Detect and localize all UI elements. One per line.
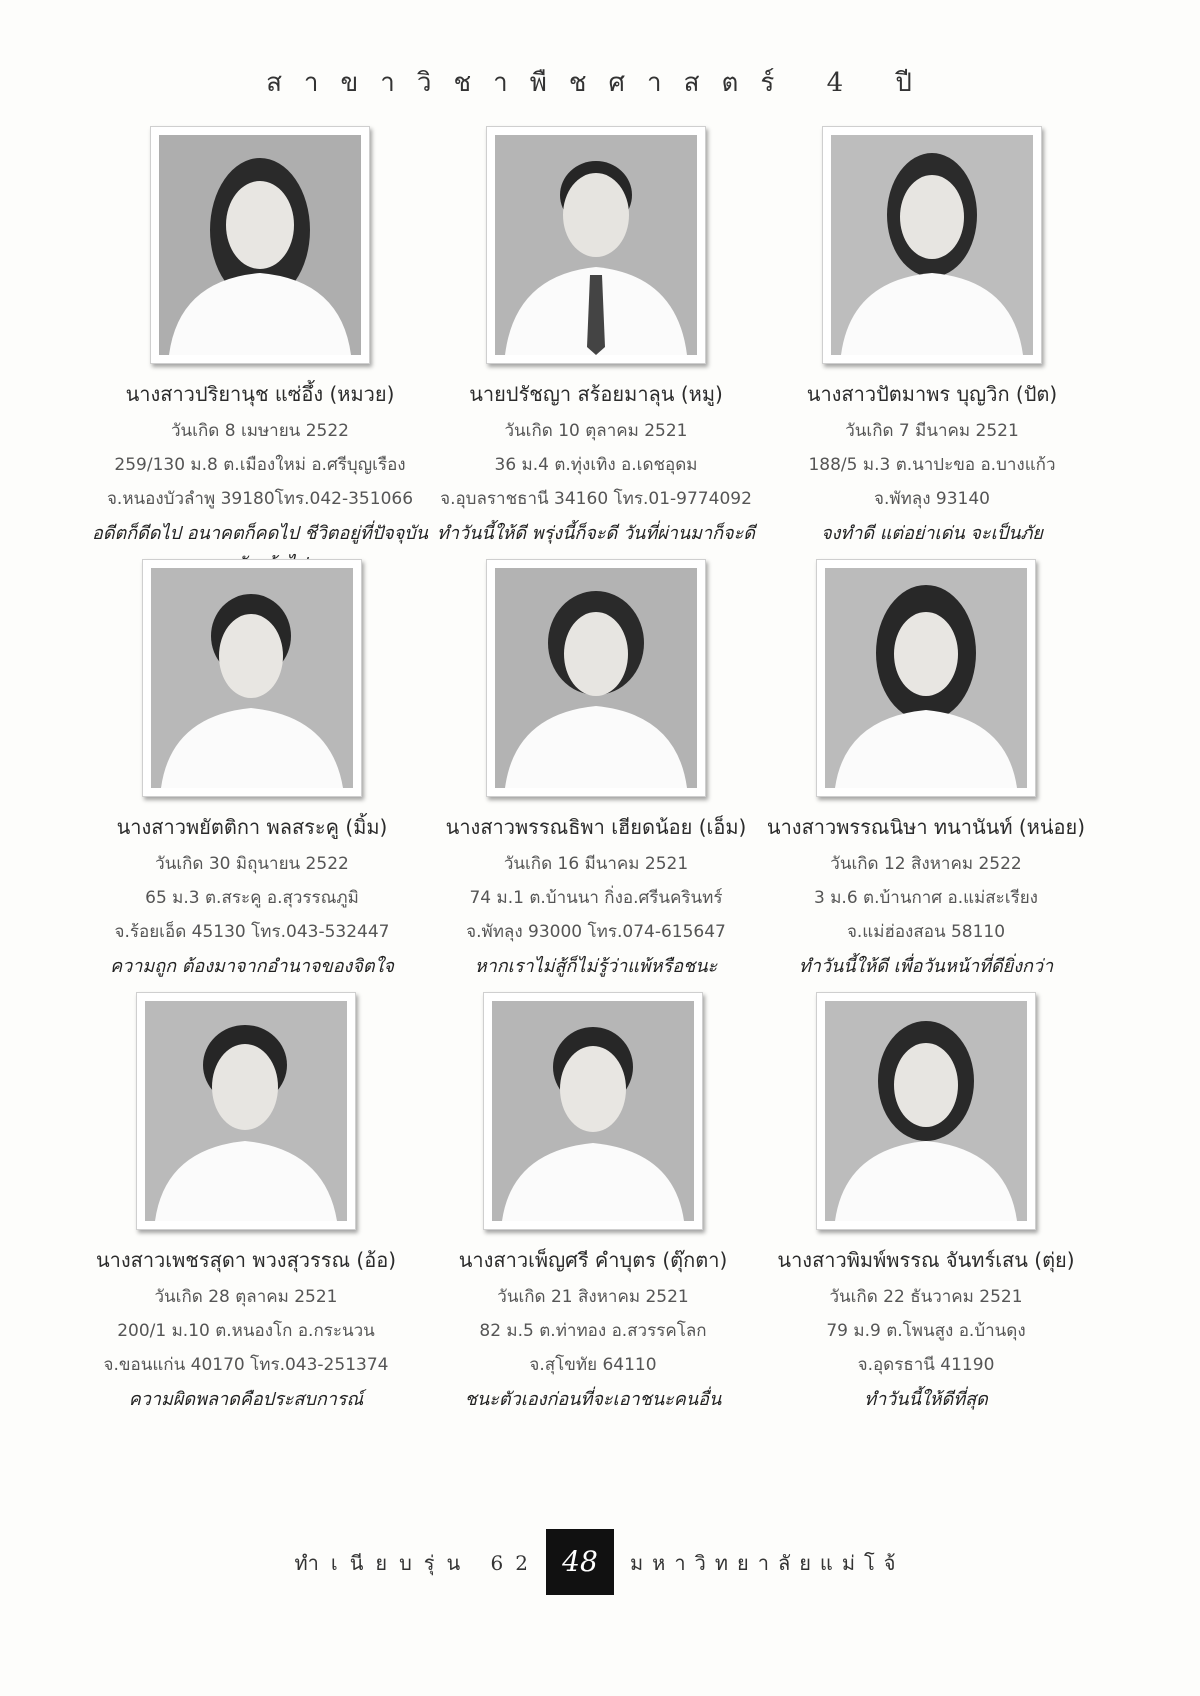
address-line-1: 74 ม.1 ต.บ้านนา กิ่งอ.ศรีนครินทร์ — [469, 888, 723, 908]
person-name: นางสาวปริยานุช แซ่อึ้ง (หมวย) — [125, 382, 395, 406]
profile-card — [426, 559, 766, 982]
profile-card — [423, 992, 763, 1415]
motto: ทำวันนี้ให้ดี พรุ่งนี้ก็จะดี วันที่ผ่านมาก็จะดี — [437, 523, 755, 544]
address-line-1: 65 ม.3 ต.สระคู อ.สุวรรณภูมิ — [145, 888, 359, 908]
yearbook-label: ทำเนียบรุ่น 62 — [294, 1551, 540, 1575]
address-line-2: จ.แม่ฮ่องสอน 58110 — [846, 922, 1006, 942]
page-number: 48 — [546, 1529, 614, 1595]
motto: หากเราไม่สู้ก็ไม่รู้ว่าแพ้หรือชนะ — [474, 956, 718, 977]
birth-date: วันเกิด 10 ตุลาคม 2521 — [504, 421, 688, 441]
profile-card — [756, 992, 1096, 1415]
portrait-photo — [142, 559, 362, 797]
address-line-2: จ.พัทลุง 93000 โทร.074-615647 — [466, 922, 726, 942]
motto: ชนะตัวเองก่อนที่จะเอาชนะคนอื่น — [464, 1389, 722, 1410]
university-name: มหาวิทยาลัยแม่โจ้ — [630, 1551, 905, 1575]
portrait-photo — [483, 992, 703, 1230]
motto: ทำวันนี้ให้ดีที่สุด — [864, 1389, 988, 1410]
person-name: นางสาวพรรณธิพา เฮียดน้อย (เอ็ม) — [445, 815, 747, 839]
page-title: สาขาวิชาพืชศาสตร์ 4 ปี — [266, 68, 934, 98]
address-line-2: จ.หนองบัวลำพู 39180โทร.042-351066 — [106, 489, 414, 509]
address-line-2: จ.ขอนแก่น 40170 โทร.043-251374 — [103, 1355, 389, 1375]
person-name: นางสาวเพ็ญศรี คำบุตร (ตุ๊กตา) — [458, 1248, 728, 1272]
motto: อดีตก็ดีดไป อนาคตก็คดไป ชีวิตอยู่ที่ปัจจุบัน — [92, 523, 428, 544]
address-line-1: 82 ม.5 ต.ท่าทอง อ.สวรรคโลก — [479, 1321, 707, 1341]
address-line-1: 259/130 ม.8 ต.เมืองใหม่ อ.ศรีบุญเรือง — [114, 455, 406, 475]
profile-card — [76, 992, 416, 1415]
birth-date: วันเกิด 28 ตุลาคม 2521 — [154, 1287, 338, 1307]
profile-card — [90, 126, 430, 580]
person-name: นางสาวพิมพ์พรรณ จันทร์เสน (ตุ่ย) — [777, 1248, 1075, 1272]
profile-card — [762, 126, 1102, 549]
portrait-photo — [816, 992, 1036, 1230]
portrait-photo — [136, 992, 356, 1230]
address-line-2: จ.ร้อยเอ็ด 45130 โทร.043-532447 — [114, 922, 390, 942]
address-line-2: จ.อุดรธานี 41190 — [857, 1355, 995, 1375]
person-name: นางสาวพรรณนิษา ทนานันท์ (หน่อย) — [766, 815, 1086, 839]
portrait-photo — [486, 126, 706, 364]
motto: ความผิดพลาดคือประสบการณ์ — [128, 1389, 364, 1410]
portrait-photo — [822, 126, 1042, 364]
birth-date: วันเกิด 30 มิถุนายน 2522 — [155, 854, 349, 874]
motto: ทำวันนี้ให้ดี เพื่อวันหน้าที่ดียิ่งกว่า — [798, 956, 1054, 977]
profile-card — [756, 559, 1096, 982]
address-line-1: 188/5 ม.3 ต.นาปะขอ อ.บางแก้ว — [808, 455, 1056, 475]
address-line-2: จ.พัทลุง 93140 — [874, 489, 990, 509]
birth-date: วันเกิด 22 ธันวาคม 2521 — [829, 1287, 1023, 1307]
address-line-2: จ.สุโขทัย 64110 — [529, 1355, 657, 1375]
birth-date: วันเกิด 16 มีนาคม 2521 — [503, 854, 689, 874]
page-footer — [0, 1525, 1200, 1595]
birth-date: วันเกิด 21 สิงหาคม 2521 — [497, 1287, 689, 1307]
address-line-1: 36 ม.4 ต.ทุ่งเทิง อ.เดชอุดม — [494, 455, 698, 475]
profile-card — [426, 126, 766, 580]
birth-date: วันเกิด 8 เมษายน 2522 — [171, 421, 349, 441]
person-name: นายปรัชญา สร้อยมาลุน (หมู) — [469, 382, 723, 406]
address-line-2: จ.อุบลราชธานี 34160 โทร.01-9774092 — [440, 489, 752, 509]
motto: จงทำดี แต่อย่าเด่น จะเป็นภัย — [821, 523, 1043, 544]
portrait-photo — [816, 559, 1036, 797]
motto: ความถูก ต้องมาจากอำนาจของจิตใจ — [110, 956, 394, 977]
address-line-1: 79 ม.9 ต.โพนสูง อ.บ้านดุง — [826, 1321, 1026, 1341]
birth-date: วันเกิด 7 มีนาคม 2521 — [845, 421, 1019, 441]
address-line-1: 3 ม.6 ต.บ้านกาศ อ.แม่สะเรียง — [814, 888, 1038, 908]
person-name: นางสาวพยัตติกา พลสระคู (มิ้ม) — [116, 815, 388, 839]
portrait-photo — [486, 559, 706, 797]
birth-date: วันเกิด 12 สิงหาคม 2522 — [830, 854, 1022, 874]
portrait-photo — [150, 126, 370, 364]
address-line-1: 200/1 ม.10 ต.หนองโก อ.กระนวน — [117, 1321, 375, 1341]
profile-card — [82, 559, 422, 982]
person-name: นางสาวปัตมาพร บุญวิก (ปัต) — [806, 382, 1058, 406]
person-name: นางสาวเพชรสุดา พวงสุวรรณ (อ้อ) — [95, 1248, 397, 1272]
